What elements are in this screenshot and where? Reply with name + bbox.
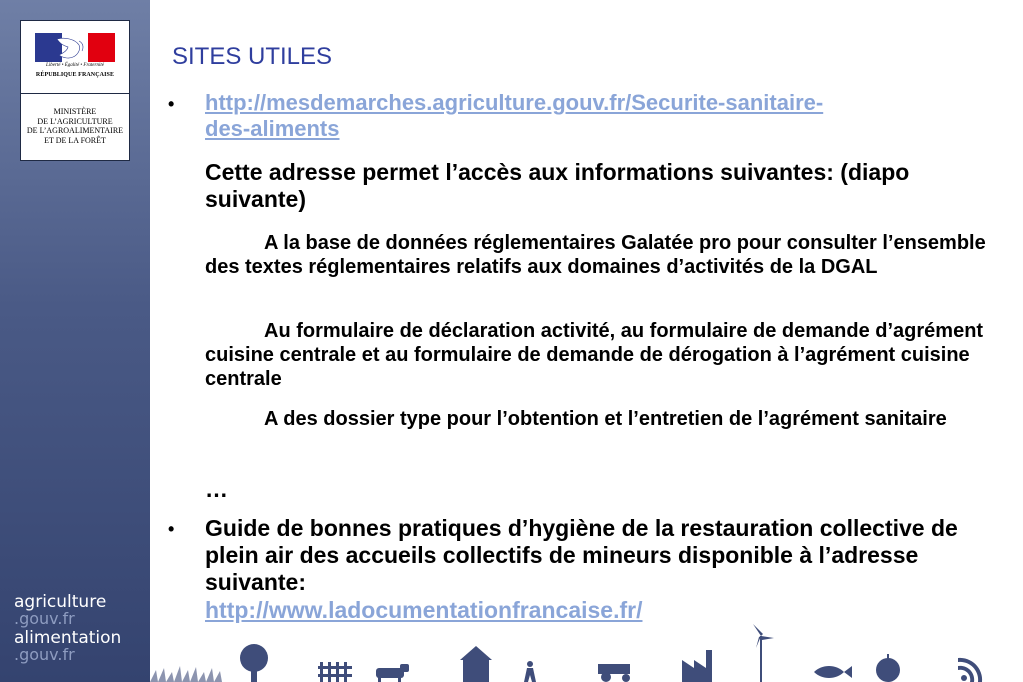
marianne-block	[21, 21, 129, 93]
slide-title: SITES UTILES	[172, 43, 333, 70]
factory-icon	[682, 650, 712, 682]
link-mesdemarches-line2[interactable]: des-aliments	[205, 116, 340, 141]
item1-ellipsis: …	[205, 476, 228, 502]
bullet-1: •	[168, 94, 175, 114]
fish-icon	[814, 666, 852, 678]
logo-republic: RÉPUBLIQUE FRANÇAISE	[35, 72, 115, 78]
bullet-2: •	[168, 519, 175, 539]
farmer-icon	[524, 661, 536, 682]
brand-alimentation-word: alimentation	[14, 628, 122, 648]
item1-point2: Au formulaire de déclaration activité, au formulaire de demande d’agrément cuisine centrale et au formulaire de demande de dérogation à l’agrément cuisine centrale	[205, 320, 984, 390]
brand-alimentation[interactable]	[14, 628, 121, 665]
brand-agriculture-suffix: .gouv.fr	[14, 609, 75, 628]
house-icon	[460, 646, 492, 682]
sidebar	[0, 0, 150, 682]
item2-text: Guide de bonnes pratiques d’hygiène de la restauration collective de plein air des accueils collectifs de mineurs disponible à l’adresse suivante:	[205, 515, 958, 595]
wind-turbine-icon	[753, 624, 774, 682]
rss-icon	[958, 658, 982, 682]
tractor-icon	[598, 664, 630, 682]
ministry-logo	[20, 20, 130, 161]
item1-intro: Cette adresse permet l’accès aux informations suivantes: (diapo suivante)	[205, 159, 910, 212]
link-ladocumentationfrancaise[interactable]: http://www.ladocumentationfrancaise.fr/	[205, 597, 643, 623]
apple-icon	[876, 654, 900, 682]
grass-decoration	[150, 666, 222, 682]
marianne-flag-icon	[35, 33, 115, 62]
item1-point1: A la base de données réglementaires Galatée pro pour consulter l’ensemble des textes réglementaires relatifs aux domaines d’activités de la DGAL	[205, 232, 986, 278]
fence-icon	[318, 662, 352, 682]
brand-agriculture-word: agriculture	[14, 592, 107, 612]
link-mesdemarches-line1[interactable]: http://mesdemarches.agriculture.gouv.fr/Securite-sanitaire-	[205, 90, 824, 115]
cow-icon	[376, 664, 409, 682]
brand-agriculture[interactable]	[14, 592, 106, 629]
logo-motto: Liberté • Égalité • Fraternité	[46, 63, 104, 68]
item1-point3: A des dossier type pour l’obtention et l’entretien de l’agrément sanitaire	[264, 408, 947, 430]
tree-icon	[240, 644, 268, 682]
brand-alimentation-suffix: .gouv.fr	[14, 645, 75, 664]
logo-ministry: MINISTÈRE DE L’AGRICULTURE DE L’AGROALIMENTAIRE ET DE LA FORÊT	[26, 107, 124, 145]
logo-divider	[21, 93, 129, 94]
bottom-icon-strip	[150, 620, 1023, 682]
